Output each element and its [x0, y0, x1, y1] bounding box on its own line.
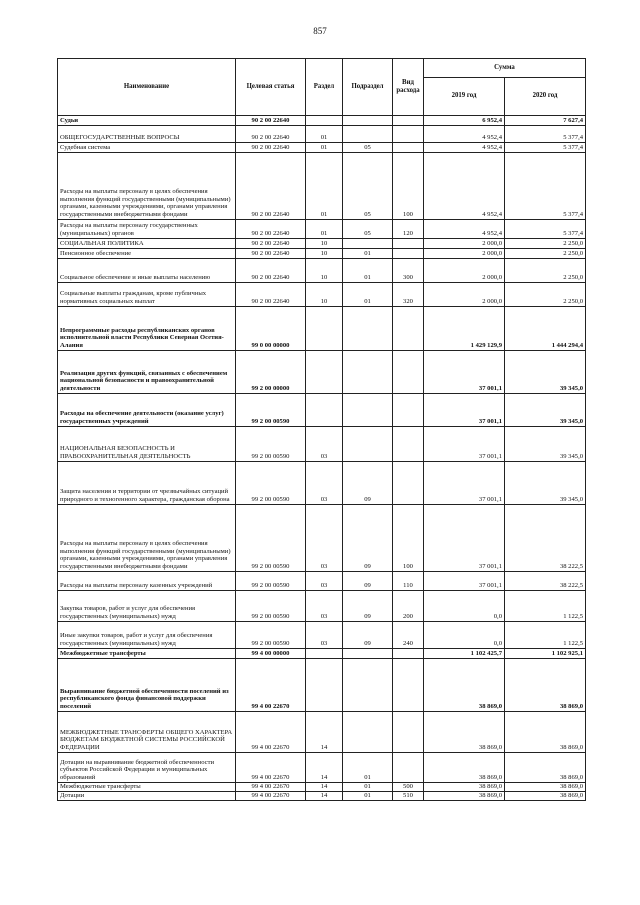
row-subsection: 05: [343, 220, 393, 239]
row-target: 90 2 00 22640: [236, 249, 306, 259]
row-subsection: 05: [343, 153, 393, 220]
row-sum-2019: 38 869,0: [424, 659, 505, 712]
row-sum-2020: 1 102 925,1: [505, 649, 586, 659]
row-target: 90 2 00 22640: [236, 116, 306, 126]
row-subsection: 01: [343, 753, 393, 783]
row-section: 03: [306, 572, 343, 591]
table-row: [58, 259, 586, 283]
row-target: 90 2 00 22640: [236, 259, 306, 283]
row-name: Судьи: [58, 116, 236, 126]
row-sum-2019: 38 869,0: [424, 712, 505, 753]
budget-table: [57, 58, 586, 801]
row-target: 99 2 00 00590: [236, 462, 306, 505]
row-section: 03: [306, 427, 343, 462]
row-expense-type: [393, 239, 424, 249]
row-sum-2020: 1 122,5: [505, 591, 586, 622]
row-target: 99 4 00 22670: [236, 753, 306, 783]
row-name: ОБЩЕГОСУДАРСТВЕННЫЕ ВОПРОСЫ: [58, 126, 236, 143]
row-sum-2020: 38 869,0: [505, 753, 586, 783]
row-name: Судебная система: [58, 143, 236, 153]
row-name: Дотации: [58, 792, 236, 801]
row-name: Расходы на выплаты персоналу государственных (муниципальных) органов: [58, 220, 236, 239]
row-expense-type: 300: [393, 259, 424, 283]
table-row: [58, 249, 586, 259]
row-target: 99 2 00 00590: [236, 591, 306, 622]
row-expense-type: 100: [393, 153, 424, 220]
row-sum-2020: 39 345,0: [505, 394, 586, 427]
header-section: Раздел: [306, 59, 343, 116]
row-sum-2020: 5 377,4: [505, 153, 586, 220]
row-expense-type: [393, 351, 424, 394]
row-subsection: [343, 239, 393, 249]
row-subsection: 09: [343, 622, 393, 649]
row-expense-type: 240: [393, 622, 424, 649]
row-subsection: 01: [343, 259, 393, 283]
table-row: [58, 116, 586, 126]
row-expense-type: [393, 659, 424, 712]
row-name: Пенсионное обеспечение: [58, 249, 236, 259]
row-subsection: 01: [343, 792, 393, 801]
header-name: Наименование: [58, 59, 236, 116]
row-sum-2020: 39 345,0: [505, 427, 586, 462]
row-subsection: [343, 712, 393, 753]
row-sum-2019: 0,0: [424, 622, 505, 649]
table-row: [58, 792, 586, 801]
row-sum-2019: 38 869,0: [424, 792, 505, 801]
table-row: [58, 712, 586, 753]
row-expense-type: [393, 143, 424, 153]
row-name: Защита населения и территории от чрезвычайных ситуаций природного и техногенного характера, гражданская оборона: [58, 462, 236, 505]
row-sum-2020: 5 377,4: [505, 143, 586, 153]
row-section: 03: [306, 591, 343, 622]
row-expense-type: 110: [393, 572, 424, 591]
row-sum-2019: 1 429 129,9: [424, 307, 505, 351]
row-sum-2019: 38 869,0: [424, 753, 505, 783]
row-name: Реализация других функций, связанных с обеспечением национальной безопасности и правоохранительной деятельности: [58, 351, 236, 394]
row-subsection: 01: [343, 283, 393, 307]
row-sum-2020: 1 444 294,4: [505, 307, 586, 351]
row-section: 14: [306, 712, 343, 753]
row-sum-2020: 2 250,0: [505, 259, 586, 283]
row-section: [306, 649, 343, 659]
row-section: 03: [306, 622, 343, 649]
row-target: 99 0 00 00000: [236, 307, 306, 351]
row-name: МЕЖБЮДЖЕТНЫЕ ТРАНСФЕРТЫ ОБЩЕГО ХАРАКТЕРА БЮДЖЕТАМ БЮДЖЕТНОЙ СИСТЕМЫ РОССИЙСКОЙ ФЕДЕРАЦИИ: [58, 712, 236, 753]
row-section: 10: [306, 283, 343, 307]
header-target: Целевая статья: [236, 59, 306, 116]
row-target: 99 2 00 00590: [236, 505, 306, 572]
row-subsection: [343, 126, 393, 143]
table-row: [58, 351, 586, 394]
row-name: Социальное обеспечение и иные выплаты населению: [58, 259, 236, 283]
row-section: 14: [306, 792, 343, 801]
row-expense-type: 320: [393, 283, 424, 307]
row-target: 99 2 00 00590: [236, 572, 306, 591]
row-name: Расходы на выплаты персоналу в целях обеспечения выполнения функций государственными (муниципальными) органами, казенными учреждениями, органами управления государственными внебюджетными фондами: [58, 505, 236, 572]
row-sum-2019: 37 001,1: [424, 427, 505, 462]
table-row: [58, 307, 586, 351]
row-expense-type: [393, 249, 424, 259]
table-row: [58, 220, 586, 239]
row-sum-2020: 2 250,0: [505, 249, 586, 259]
row-subsection: [343, 116, 393, 126]
row-sum-2020: 39 345,0: [505, 462, 586, 505]
header-sum: Сумма: [424, 59, 586, 78]
row-subsection: [343, 427, 393, 462]
row-subsection: 01: [343, 249, 393, 259]
row-sum-2020: 5 377,4: [505, 220, 586, 239]
row-sum-2020: 38 869,0: [505, 783, 586, 792]
row-section: 10: [306, 249, 343, 259]
row-name: Выравнивание бюджетной обеспеченности поселений из республиканского фонда финансовой поддержки поселений: [58, 659, 236, 712]
row-expense-type: [393, 649, 424, 659]
row-section: 03: [306, 505, 343, 572]
row-expense-type: [393, 427, 424, 462]
row-section: 01: [306, 126, 343, 143]
row-target: 99 2 00 00590: [236, 394, 306, 427]
row-expense-type: [393, 394, 424, 427]
table-row: [58, 659, 586, 712]
row-sum-2020: 38 869,0: [505, 792, 586, 801]
row-expense-type: 500: [393, 783, 424, 792]
table-row: [58, 153, 586, 220]
row-subsection: 09: [343, 572, 393, 591]
row-sum-2019: 2 000,0: [424, 283, 505, 307]
row-sum-2020: 38 222,5: [505, 505, 586, 572]
row-sum-2019: 2 000,0: [424, 259, 505, 283]
row-name: Межбюджетные трансферты: [58, 783, 236, 792]
row-sum-2019: 37 001,1: [424, 351, 505, 394]
row-expense-type: 200: [393, 591, 424, 622]
row-section: [306, 394, 343, 427]
header-expense-type: Вид расхода: [393, 59, 424, 116]
row-sum-2020: 38 869,0: [505, 712, 586, 753]
row-section: 01: [306, 153, 343, 220]
row-sum-2019: 37 001,1: [424, 462, 505, 505]
table-row: [58, 572, 586, 591]
page-number: 857: [313, 26, 327, 36]
row-sum-2019: 4 952,4: [424, 153, 505, 220]
row-expense-type: 510: [393, 792, 424, 801]
row-target: 90 2 00 22640: [236, 220, 306, 239]
row-target: 90 2 00 22640: [236, 283, 306, 307]
row-target: 99 2 00 00590: [236, 427, 306, 462]
row-section: 10: [306, 259, 343, 283]
table-row: [58, 622, 586, 649]
row-name: Дотации на выравнивание бюджетной обеспеченности субъектов Российской Федерации и муниципальных образований: [58, 753, 236, 783]
row-name: Расходы на выплаты персоналу в целях обеспечения выполнения функций государственными (муниципальными) органами, казенными учреждениями, органами управления государственными внебюджетными фондами: [58, 153, 236, 220]
row-sum-2020: 39 345,0: [505, 351, 586, 394]
row-target: 90 2 00 22640: [236, 153, 306, 220]
row-subsection: [343, 649, 393, 659]
table-row: [58, 753, 586, 783]
row-sum-2020: 2 250,0: [505, 239, 586, 249]
row-name: Социальные выплаты гражданам, кроме публичных нормативных социальных выплат: [58, 283, 236, 307]
row-section: 14: [306, 783, 343, 792]
row-expense-type: 120: [393, 220, 424, 239]
table-row: [58, 283, 586, 307]
row-subsection: 01: [343, 783, 393, 792]
row-section: [306, 659, 343, 712]
row-expense-type: [393, 307, 424, 351]
row-expense-type: [393, 116, 424, 126]
row-sum-2019: 4 952,4: [424, 126, 505, 143]
header-year-2019: 2019 год: [424, 78, 505, 116]
row-sum-2020: 5 377,4: [505, 126, 586, 143]
row-name: Закупка товаров, работ и услуг для обеспечения государственных (муниципальных) нужд: [58, 591, 236, 622]
row-sum-2020: 1 122,5: [505, 622, 586, 649]
row-name: Межбюджетные трансферты: [58, 649, 236, 659]
row-section: 01: [306, 143, 343, 153]
table-row: [58, 649, 586, 659]
row-target: 99 4 00 22670: [236, 659, 306, 712]
row-sum-2020: 38 869,0: [505, 659, 586, 712]
row-target: 99 2 00 00000: [236, 351, 306, 394]
table-row: [58, 462, 586, 505]
row-sum-2020: 38 222,5: [505, 572, 586, 591]
row-name: Иные закупки товаров, работ и услуг для обеспечения государственных (муниципальных) нужд: [58, 622, 236, 649]
row-name: Непрограммные расходы республиканских органов исполнительной власти Республики Северная Осетия-Алания: [58, 307, 236, 351]
row-subsection: [343, 307, 393, 351]
table-body: [58, 116, 586, 801]
row-target: 99 2 00 00590: [236, 622, 306, 649]
row-sum-2019: 37 001,1: [424, 505, 505, 572]
row-expense-type: [393, 462, 424, 505]
row-section: 03: [306, 462, 343, 505]
row-section: 01: [306, 220, 343, 239]
row-target: 90 2 00 22640: [236, 239, 306, 249]
table-row: [58, 394, 586, 427]
row-subsection: 05: [343, 143, 393, 153]
row-expense-type: 100: [393, 505, 424, 572]
row-sum-2020: 7 627,4: [505, 116, 586, 126]
row-section: 14: [306, 753, 343, 783]
row-sum-2019: 1 102 425,7: [424, 649, 505, 659]
header-subsection: Подраздел: [343, 59, 393, 116]
row-sum-2019: 6 952,4: [424, 116, 505, 126]
row-subsection: [343, 351, 393, 394]
row-section: [306, 307, 343, 351]
row-expense-type: [393, 126, 424, 143]
row-subsection: [343, 659, 393, 712]
row-sum-2019: 0,0: [424, 591, 505, 622]
row-name: Расходы на выплаты персоналу казенных учреждений: [58, 572, 236, 591]
row-name: СОЦИАЛЬНАЯ ПОЛИТИКА: [58, 239, 236, 249]
row-target: 99 4 00 22670: [236, 792, 306, 801]
table-row: [58, 143, 586, 153]
row-target: 99 4 00 22670: [236, 783, 306, 792]
row-name: НАЦИОНАЛЬНАЯ БЕЗОПАСНОСТЬ И ПРАВООХРАНИТЕЛЬНАЯ ДЕЯТЕЛЬНОСТЬ: [58, 427, 236, 462]
table-row: [58, 591, 586, 622]
row-subsection: 09: [343, 462, 393, 505]
row-target: 99 4 00 00000: [236, 649, 306, 659]
row-sum-2020: 2 250,0: [505, 283, 586, 307]
row-expense-type: [393, 753, 424, 783]
table-row: [58, 505, 586, 572]
row-section: [306, 116, 343, 126]
row-sum-2019: 2 000,0: [424, 249, 505, 259]
row-section: [306, 351, 343, 394]
row-target: 90 2 00 22640: [236, 126, 306, 143]
row-target: 99 4 00 22670: [236, 712, 306, 753]
table-row: [58, 239, 586, 249]
row-sum-2019: 37 001,1: [424, 572, 505, 591]
row-section: 10: [306, 239, 343, 249]
row-subsection: 09: [343, 505, 393, 572]
table-row: [58, 427, 586, 462]
row-name: Расходы на обеспечение деятельности (оказание услуг) государственных учреждений: [58, 394, 236, 427]
row-target: 90 2 00 22640: [236, 143, 306, 153]
row-sum-2019: 4 952,4: [424, 220, 505, 239]
row-sum-2019: 2 000,0: [424, 239, 505, 249]
table-row: [58, 126, 586, 143]
row-expense-type: [393, 712, 424, 753]
row-sum-2019: 37 001,1: [424, 394, 505, 427]
row-sum-2019: 38 869,0: [424, 783, 505, 792]
table-row: [58, 783, 586, 792]
row-subsection: 09: [343, 591, 393, 622]
header-year-2020: 2020 год: [505, 78, 586, 116]
row-subsection: [343, 394, 393, 427]
row-sum-2019: 4 952,4: [424, 143, 505, 153]
